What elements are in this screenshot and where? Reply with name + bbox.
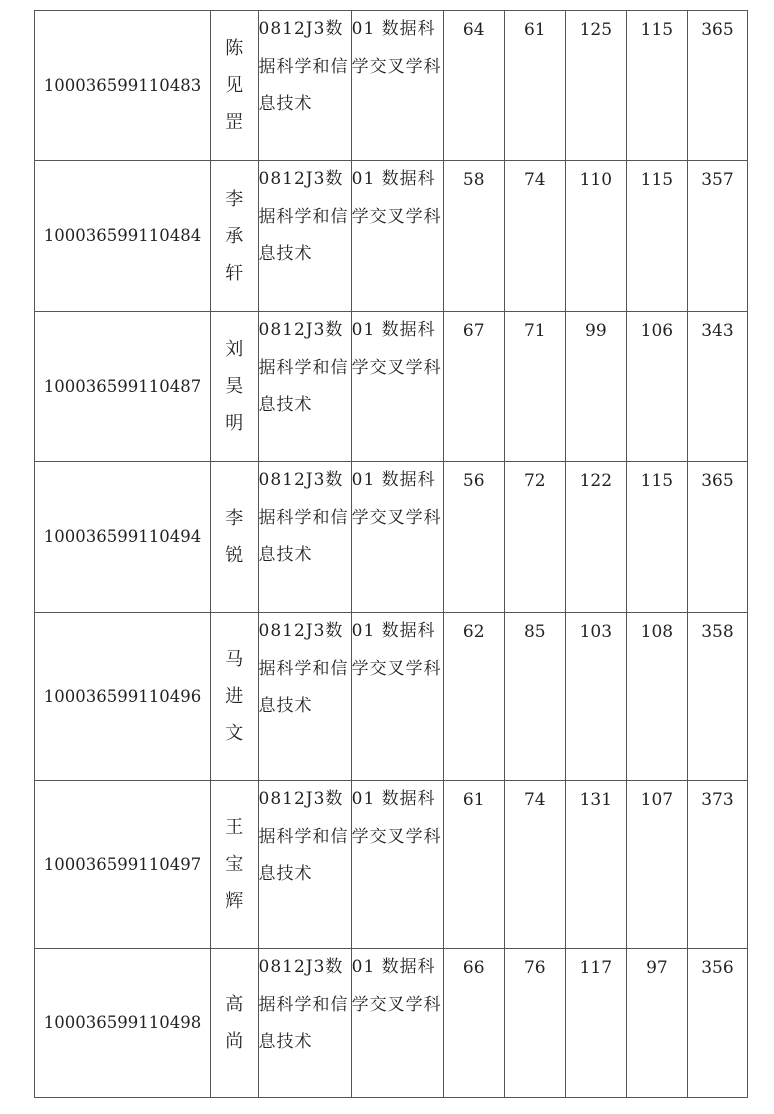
score-2: 74 bbox=[523, 790, 546, 810]
candidate-name: 马进文 bbox=[225, 649, 244, 744]
major-cell: 0812J3数据科学和信息技术 bbox=[258, 781, 351, 949]
candidate-id: 100036599110487 bbox=[43, 376, 202, 396]
total-score: 356 bbox=[701, 958, 734, 978]
total-score: 365 bbox=[701, 20, 734, 40]
table-row bbox=[35, 613, 748, 781]
candidate-id-cell bbox=[35, 781, 211, 949]
candidate-name-cell bbox=[210, 949, 258, 1098]
table-row bbox=[35, 11, 748, 161]
candidate-id: 100036599110496 bbox=[43, 686, 202, 706]
score-2-cell bbox=[504, 613, 565, 781]
score-1: 64 bbox=[462, 20, 485, 40]
total-score-cell bbox=[687, 949, 747, 1098]
candidate-name: 刘昊明 bbox=[225, 339, 244, 434]
score-4: 115 bbox=[640, 170, 674, 190]
table-row bbox=[35, 949, 748, 1098]
score-4-cell bbox=[626, 312, 687, 462]
score-4: 115 bbox=[640, 471, 674, 491]
total-score-cell bbox=[687, 161, 747, 312]
score-2-cell bbox=[504, 781, 565, 949]
score-2-cell bbox=[504, 949, 565, 1098]
table-row bbox=[35, 312, 748, 462]
score-4-cell bbox=[626, 161, 687, 312]
score-2-cell bbox=[504, 11, 565, 161]
direction-cell: 01 数据科学交叉学科 bbox=[351, 613, 443, 781]
score-2: 71 bbox=[523, 321, 546, 341]
score-3: 122 bbox=[579, 471, 613, 491]
score-3-cell bbox=[565, 781, 626, 949]
score-table bbox=[34, 10, 748, 1098]
major-cell: 0812J3数据科学和信息技术 bbox=[258, 161, 351, 312]
candidate-id: 100036599110498 bbox=[43, 1013, 202, 1032]
candidate-name-cell bbox=[210, 613, 258, 781]
score-2: 85 bbox=[523, 622, 546, 642]
score-4-cell bbox=[626, 781, 687, 949]
score-4: 107 bbox=[640, 790, 674, 810]
score-3: 117 bbox=[579, 958, 613, 978]
score-1: 67 bbox=[462, 321, 485, 341]
score-1-cell bbox=[443, 312, 504, 462]
candidate-name: 陈见罡 bbox=[225, 38, 244, 133]
score-3: 103 bbox=[579, 622, 613, 642]
candidate-id: 100036599110497 bbox=[43, 854, 202, 874]
candidate-name: 王宝辉 bbox=[225, 817, 244, 912]
score-4-cell bbox=[626, 613, 687, 781]
candidate-id-cell bbox=[35, 312, 211, 462]
candidate-name-cell bbox=[210, 11, 258, 161]
score-3: 131 bbox=[579, 790, 613, 810]
direction-cell: 01 数据科学交叉学科 bbox=[351, 11, 443, 161]
total-score: 365 bbox=[701, 471, 734, 491]
score-3-cell bbox=[565, 11, 626, 161]
candidate-id-cell bbox=[35, 161, 211, 312]
score-1: 62 bbox=[462, 622, 485, 642]
score-4: 97 bbox=[646, 958, 668, 978]
score-4: 108 bbox=[640, 622, 674, 642]
score-1: 58 bbox=[462, 170, 485, 190]
score-2: 72 bbox=[523, 471, 546, 491]
total-score-cell bbox=[687, 781, 747, 949]
score-1-cell bbox=[443, 11, 504, 161]
major-cell: 0812J3数据科学和信息技术 bbox=[258, 312, 351, 462]
candidate-name-cell bbox=[210, 462, 258, 613]
score-3-cell bbox=[565, 312, 626, 462]
candidate-id-cell bbox=[35, 613, 211, 781]
total-score: 373 bbox=[701, 790, 734, 810]
candidate-name: 李锐 bbox=[225, 508, 244, 566]
score-3: 110 bbox=[579, 170, 613, 190]
score-1-cell bbox=[443, 613, 504, 781]
direction-cell: 01 数据科学交叉学科 bbox=[351, 161, 443, 312]
candidate-id: 100036599110483 bbox=[43, 75, 202, 95]
score-1-cell bbox=[443, 462, 504, 613]
candidate-id: 100036599110484 bbox=[43, 226, 202, 245]
direction-cell: 01 数据科学交叉学科 bbox=[351, 781, 443, 949]
score-2: 76 bbox=[523, 958, 546, 978]
score-table-body bbox=[35, 11, 748, 1098]
major-cell: 0812J3数据科学和信息技术 bbox=[258, 613, 351, 781]
table-row bbox=[35, 781, 748, 949]
direction-cell: 01 数据科学交叉学科 bbox=[351, 312, 443, 462]
candidate-name: 高尚 bbox=[225, 994, 244, 1052]
score-4-cell bbox=[626, 949, 687, 1098]
total-score-cell bbox=[687, 462, 747, 613]
candidate-name-cell bbox=[210, 161, 258, 312]
table-row bbox=[35, 462, 748, 613]
score-4: 115 bbox=[640, 20, 674, 40]
candidate-id-cell bbox=[35, 949, 211, 1098]
score-3: 125 bbox=[579, 20, 613, 40]
candidate-id: 100036599110494 bbox=[43, 527, 202, 546]
major-cell: 0812J3数据科学和信息技术 bbox=[258, 462, 351, 613]
score-3-cell bbox=[565, 462, 626, 613]
total-score-cell bbox=[687, 312, 747, 462]
score-3-cell bbox=[565, 161, 626, 312]
total-score: 357 bbox=[701, 170, 734, 190]
score-2: 74 bbox=[523, 170, 546, 190]
score-1: 66 bbox=[462, 958, 485, 978]
major-cell: 0812J3数据科学和信息技术 bbox=[258, 949, 351, 1098]
score-1: 56 bbox=[462, 471, 485, 491]
candidate-name: 李承轩 bbox=[225, 188, 244, 284]
score-1-cell bbox=[443, 949, 504, 1098]
score-1: 61 bbox=[462, 790, 485, 810]
total-score: 343 bbox=[701, 321, 734, 341]
candidate-name-cell bbox=[210, 781, 258, 949]
score-4: 106 bbox=[640, 321, 674, 341]
major-cell: 0812J3数据科学和信息技术 bbox=[258, 11, 351, 161]
total-score-cell bbox=[687, 11, 747, 161]
score-3-cell bbox=[565, 613, 626, 781]
score-2-cell bbox=[504, 161, 565, 312]
score-1-cell bbox=[443, 161, 504, 312]
total-score-cell bbox=[687, 613, 747, 781]
total-score: 358 bbox=[701, 622, 734, 642]
table-row bbox=[35, 161, 748, 312]
candidate-id-cell bbox=[35, 11, 211, 161]
score-2: 61 bbox=[523, 20, 546, 40]
score-4-cell bbox=[626, 11, 687, 161]
score-2-cell bbox=[504, 312, 565, 462]
candidate-name-cell bbox=[210, 312, 258, 462]
score-4-cell bbox=[626, 462, 687, 613]
score-3: 99 bbox=[585, 321, 607, 341]
direction-cell: 01 数据科学交叉学科 bbox=[351, 949, 443, 1098]
score-1-cell bbox=[443, 781, 504, 949]
score-2-cell bbox=[504, 462, 565, 613]
direction-cell: 01 数据科学交叉学科 bbox=[351, 462, 443, 613]
score-3-cell bbox=[565, 949, 626, 1098]
candidate-id-cell bbox=[35, 462, 211, 613]
